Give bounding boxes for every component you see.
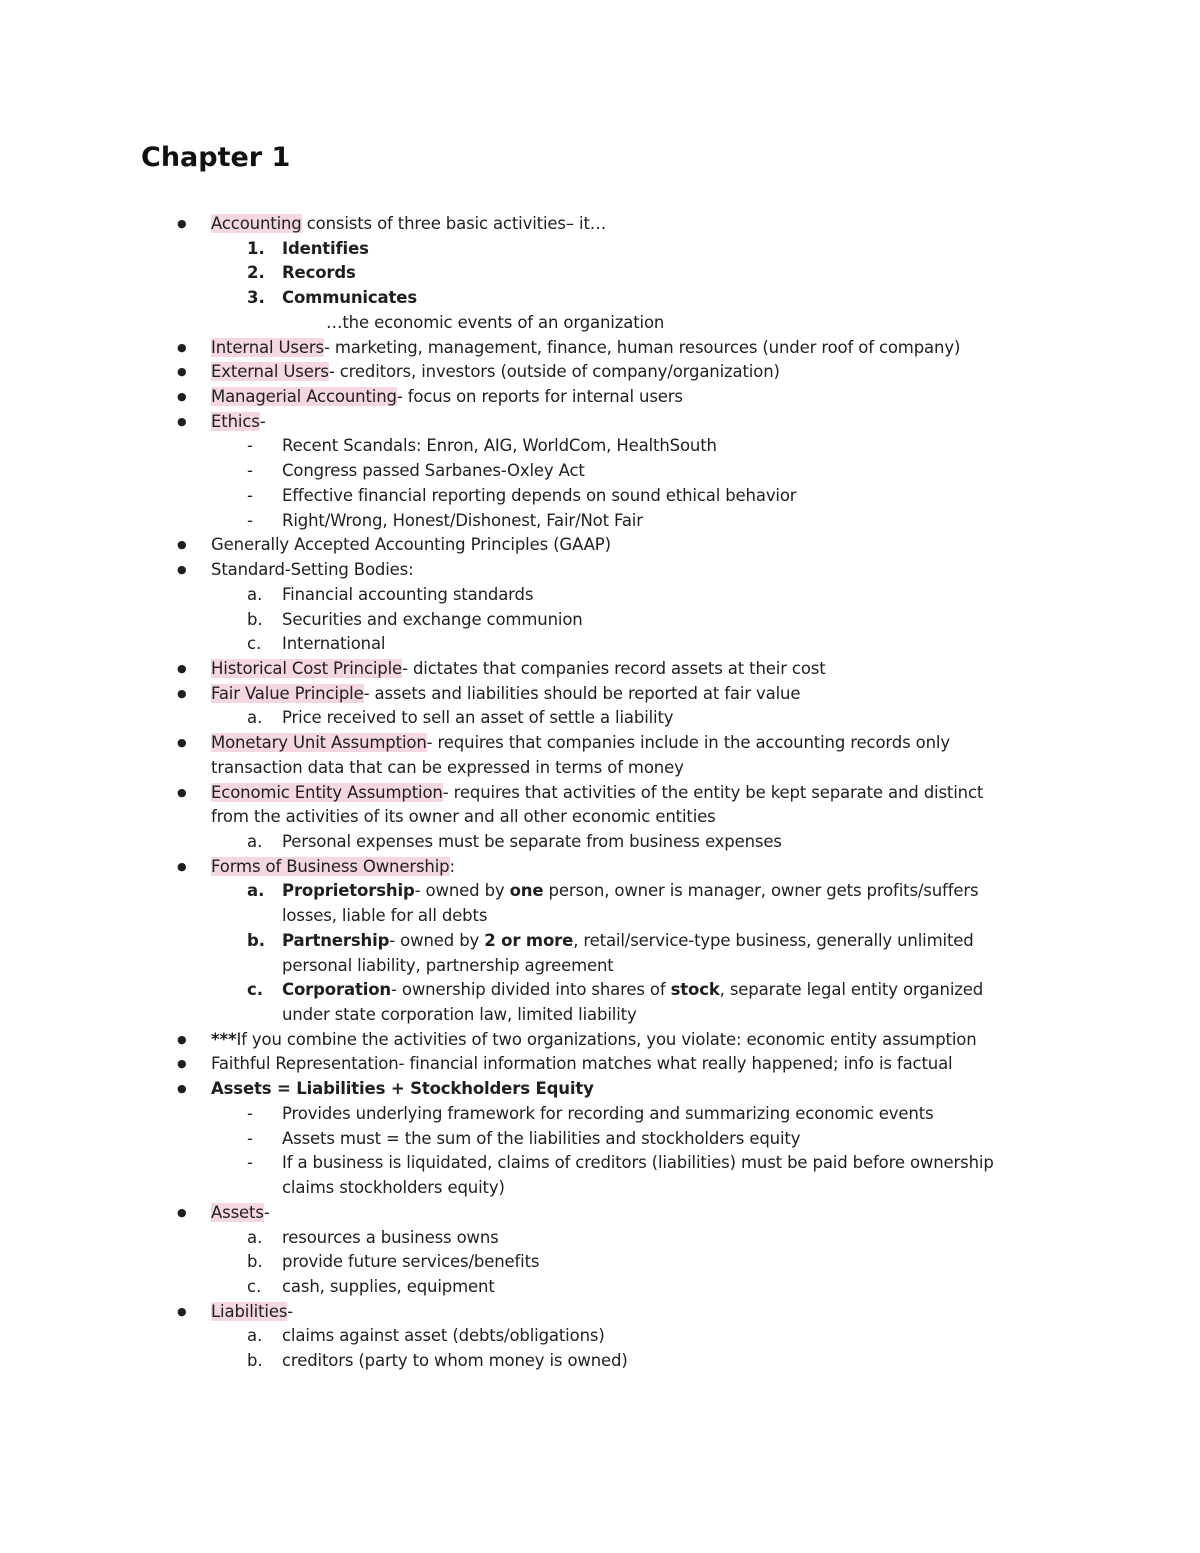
list-item (282, 1175, 505, 1200)
list-item (211, 681, 800, 706)
list-marker: a. (247, 584, 263, 604)
item-text: Securities and exchange communion (282, 609, 583, 629)
bullet-marker: ● (177, 1082, 187, 1096)
list-marker: - (247, 1153, 253, 1173)
list-item (282, 483, 796, 508)
list-marker: - (247, 436, 253, 456)
list-item (211, 384, 683, 409)
highlighted-term: External Users (211, 362, 329, 382)
bullet-marker: ● (177, 1205, 187, 1219)
list-item (211, 359, 780, 384)
item-text: claims stockholders equity) (282, 1178, 505, 1198)
bold-text: Identifies (282, 238, 369, 258)
list-marker: 1. (247, 238, 265, 258)
bold-text: one (509, 881, 544, 901)
list-item (282, 1348, 628, 1373)
list-marker: c. (247, 634, 262, 654)
list-item (282, 260, 356, 285)
bullet-marker: ● (177, 1304, 187, 1318)
list-item (282, 458, 585, 483)
list-marker: - (247, 485, 253, 505)
item-text: creditors (party to whom money is owned) (282, 1351, 628, 1371)
highlighted-term: Accounting (211, 214, 302, 233)
item-text: Faithful Representation- financial information matches what really happened; info is factual (211, 1054, 953, 1074)
list-item (282, 285, 417, 310)
list-marker: 3. (247, 288, 265, 308)
item-text: - dictates that companies record assets at their cost (402, 658, 826, 678)
list-item (282, 953, 614, 978)
highlighted-term: Ethics (211, 411, 260, 431)
list-item (282, 631, 385, 656)
list-item (282, 1150, 994, 1175)
bold-text: stock (670, 980, 720, 1000)
list-item (282, 1323, 605, 1348)
bold-text: Corporation (282, 980, 391, 1000)
item-text: consists of three basic activities– it… (301, 214, 607, 233)
page-title: Chapter 1 (141, 142, 291, 173)
item-text: Provides underlying framework for recording and summarizing economic events (282, 1103, 934, 1123)
item-text: - owned by (414, 881, 510, 901)
item-text: - (259, 411, 266, 431)
list-item (282, 1002, 637, 1027)
list-marker: - (247, 1103, 253, 1123)
item-text: Personal expenses must be separate from business expenses (282, 832, 782, 851)
item-text: : (449, 856, 455, 876)
list-marker: b. (247, 609, 263, 629)
item-text: - (287, 1301, 294, 1321)
bullet-marker: ● (177, 414, 187, 428)
list-marker: b. (247, 1252, 263, 1272)
list-item (282, 1126, 800, 1151)
highlighted-term: Managerial Accounting (211, 387, 397, 407)
item-text: Price received to sell an asset of settle a liability (282, 708, 674, 728)
highlighted-term: Liabilities (211, 1301, 288, 1321)
item-text: - assets and liabilities should be reported at fair value (363, 683, 801, 703)
bullet-marker: ● (177, 661, 187, 675)
item-text: - requires that companies include in the accounting records only (426, 733, 950, 753)
list-item (211, 755, 684, 780)
list-item (282, 705, 673, 730)
item-text: Standard-Setting Bodies: (211, 560, 414, 580)
item-text: person, owner is manager, owner gets profits/suffers (543, 881, 979, 901)
bullet-marker: ● (177, 686, 187, 700)
bold-text: Records (282, 263, 356, 283)
highlighted-term: Monetary Unit Assumption (211, 733, 427, 753)
list-item (211, 211, 606, 236)
item-text: Congress passed Sarbanes-Oxley Act (282, 461, 585, 481)
item-text: Recent Scandals: Enron, AIG, WorldCom, HealthSouth (282, 436, 717, 456)
list-item (282, 1274, 495, 1299)
bold-text: Assets = Liabilities + Stockholders Equity (211, 1079, 594, 1099)
item-text: transaction data that can be expressed in terms of money (211, 757, 684, 777)
list-item (282, 1101, 934, 1126)
item-text: - owned by (389, 930, 485, 950)
list-item (282, 1249, 539, 1274)
bullet-marker: ● (177, 538, 187, 552)
list-item (211, 335, 960, 360)
item-text: If a business is liquidated, claims of creditors (liabilities) must be paid before ownership (282, 1153, 994, 1173)
list-item (211, 804, 716, 829)
highlighted-term: Fair Value Principle (211, 683, 364, 703)
list-item (211, 1200, 270, 1225)
bold-text: Communicates (282, 288, 417, 308)
list-item (211, 730, 950, 755)
item-text: International (282, 634, 386, 654)
list-item (211, 557, 414, 582)
item-text: - focus on reports for internal users (396, 387, 683, 407)
list-marker: b. (247, 930, 266, 950)
item-text: Effective financial reporting depends on sound ethical behavior (282, 485, 797, 505)
item-text: Financial accounting standards (282, 584, 534, 604)
list-marker: a. (247, 1227, 263, 1247)
bold-text: *** (211, 1029, 237, 1049)
list-marker: a. (247, 708, 263, 728)
bullet-marker: ● (177, 563, 187, 577)
item-text: Assets must = the sum of the liabilities and stockholders equity (282, 1128, 801, 1148)
list-marker: a. (247, 1326, 263, 1346)
list-item (211, 854, 455, 879)
item-text: cash, supplies, equipment (282, 1276, 495, 1296)
highlighted-term: Forms of Business Ownership (211, 856, 450, 876)
item-text: resources a business owns (282, 1227, 499, 1247)
list-item (211, 1076, 594, 1101)
bullet-marker: ● (177, 365, 187, 379)
list-item (211, 1027, 977, 1052)
highlighted-term: Economic Entity Assumption (211, 782, 443, 802)
list-item (282, 508, 643, 533)
list-marker: - (247, 461, 253, 481)
list-item (211, 1051, 953, 1076)
item-text: - requires that activities of the entity be kept separate and distinct (442, 782, 984, 802)
item-text: personal liability, partnership agreement (282, 955, 614, 975)
list-marker: 2. (247, 263, 265, 283)
list-item (211, 532, 611, 557)
list-item (211, 1299, 293, 1324)
item-text: provide future services/benefits (282, 1252, 540, 1272)
bullet-marker: ● (177, 785, 187, 799)
list-item (282, 878, 978, 903)
list-item (282, 236, 369, 261)
bullet-marker: ● (177, 1057, 187, 1071)
item-text: - creditors, investors (outside of company/organization) (328, 362, 780, 382)
list-marker: - (247, 510, 253, 530)
highlighted-term: Historical Cost Principle (211, 658, 403, 678)
item-text: losses, liable for all debts (282, 906, 488, 926)
bold-text: 2 or more (484, 930, 574, 950)
list-marker: - (247, 1128, 253, 1148)
list-item (282, 607, 583, 632)
item-text: under state corporation law, limited liability (282, 1005, 637, 1025)
item-text: claims against asset (debts/obligations) (282, 1326, 605, 1346)
item-text: …the economic events of an organization (326, 312, 665, 332)
bold-text: Partnership (282, 930, 390, 950)
item-text: from the activities of its owner and all other economic entities (211, 807, 716, 827)
item-text: - (263, 1202, 270, 1222)
item-text: , separate legal entity organized (719, 980, 984, 1000)
list-item (282, 829, 782, 854)
bullet-marker: ● (177, 1032, 187, 1046)
list-marker: c. (247, 1276, 262, 1296)
bullet-marker: ● (177, 736, 187, 750)
item-text: - marketing, management, finance, human resources (under roof of company) (323, 337, 961, 357)
list-marker: a. (247, 832, 263, 851)
item-text: - ownership divided into shares of (390, 980, 671, 1000)
list-item (211, 409, 266, 434)
highlighted-term: Internal Users (211, 337, 324, 357)
item-text: Generally Accepted Accounting Principles (GAAP) (211, 535, 611, 555)
list-item (326, 310, 664, 335)
list-marker: c. (247, 980, 264, 1000)
highlighted-term: Assets (211, 1202, 264, 1222)
list-item (282, 1225, 499, 1250)
list-item (282, 928, 974, 953)
list-item (211, 780, 983, 805)
item-text: If you combine the activities of two organizations, you violate: economic entity assumption (236, 1029, 977, 1049)
list-item (282, 433, 717, 458)
item-text: , retail/service-type business, generally unlimited (573, 930, 974, 950)
bullet-marker: ● (177, 390, 187, 404)
bullet-marker: ● (177, 340, 187, 354)
list-marker: b. (247, 1351, 263, 1371)
list-item (211, 656, 826, 681)
bold-text: Proprietorship (282, 881, 415, 901)
list-item (282, 977, 983, 1002)
list-marker: a. (247, 881, 265, 901)
bullet-marker: ● (177, 217, 187, 230)
list-item (282, 903, 487, 928)
item-text: Right/Wrong, Honest/Dishonest, Fair/Not Fair (282, 510, 643, 530)
list-item (282, 582, 533, 607)
bullet-marker: ● (177, 859, 187, 873)
